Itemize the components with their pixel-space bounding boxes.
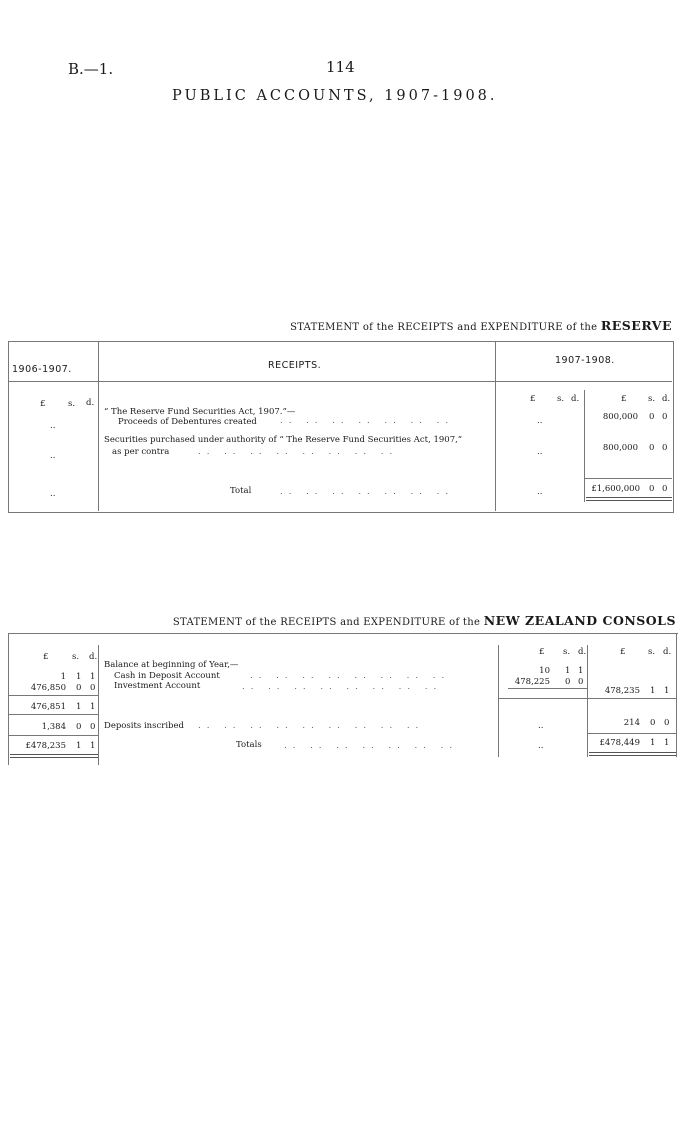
unit-pence: d. bbox=[571, 394, 580, 404]
reserve-row-sublabel: as per contra bbox=[112, 447, 170, 457]
reserve-total-pounds: £1,600,000 bbox=[591, 484, 640, 494]
page-title: PUBLIC ACCOUNTS, 1907-1908. bbox=[172, 88, 498, 104]
consols-heading-text: STATEMENT of the RECEIPTS and EXPENDITURE of the bbox=[172, 617, 481, 628]
reserve-prev-amount: .. bbox=[50, 451, 56, 461]
consols-prev-pence: 1 bbox=[90, 672, 96, 682]
subtotal-rule bbox=[8, 714, 98, 715]
consols-investment-label: Investment Account bbox=[114, 681, 201, 691]
reserve-outer-pounds: 800,000 bbox=[602, 412, 638, 422]
reserve-total-pence: 0 bbox=[662, 484, 668, 494]
reserve-inner-amount: .. bbox=[537, 416, 543, 426]
total-rule bbox=[587, 733, 676, 734]
consols-totals-prev-pence: 1 bbox=[90, 741, 96, 751]
consols-heading-bold: NEW ZEALAND CONSOLS bbox=[483, 613, 676, 628]
reserve-col-prev-year: 1906-1907. bbox=[12, 364, 72, 375]
reserve-outer-shillings: 0 bbox=[649, 412, 655, 422]
unit-shilling: s. bbox=[648, 647, 656, 657]
leader-dots: .. .. .. .. .. .. .. .. bbox=[198, 447, 399, 457]
unit-shilling: s. bbox=[557, 394, 565, 404]
reserve-outer-pence: 0 bbox=[662, 412, 668, 422]
consols-col-divider bbox=[8, 633, 9, 765]
consols-balance-label: Balance at beginning of Year,— bbox=[104, 660, 239, 670]
consols-inner-shillings: 1 bbox=[565, 666, 571, 676]
consols-cash-label: Cash in Deposit Account bbox=[114, 671, 220, 681]
unit-pence: d. bbox=[662, 394, 671, 404]
reserve-prev-amount: .. bbox=[50, 421, 56, 431]
consols-deposits-pence: 0 bbox=[664, 718, 670, 728]
leader-dots: .. .. .. .. .. .. .. .. .. bbox=[198, 721, 425, 731]
leader-dots: .. .. .. .. .. .. .. bbox=[280, 487, 455, 497]
consols-totals-prev-pounds: £478,235 bbox=[25, 741, 66, 751]
consols-col-divider bbox=[676, 633, 677, 757]
consols-prev-shillings: 1 bbox=[76, 672, 82, 682]
consols-col-divider bbox=[98, 645, 99, 765]
leader-dots: .. .. .. .. .. .. .. bbox=[280, 416, 455, 426]
consols-totals-pounds: £478,449 bbox=[599, 738, 640, 748]
total-double-rule bbox=[589, 752, 676, 756]
consols-inner-pounds: 10 bbox=[539, 666, 550, 676]
unit-pence: d. bbox=[89, 652, 98, 662]
unit-pound: £ bbox=[621, 394, 627, 404]
leader-dots: .. .. .. .. .. .. .. .. bbox=[242, 682, 443, 692]
total-rule bbox=[584, 478, 672, 479]
reserve-total-label: Total bbox=[230, 486, 252, 496]
unit-pound: £ bbox=[539, 647, 545, 657]
consols-prev-subtotal-pounds: 476,851 bbox=[30, 702, 66, 712]
reserve-heading-text: STATEMENT of the RECEIPTS and EXPENDITURE of the bbox=[290, 322, 598, 333]
consols-prev-subtotal-pence: 1 bbox=[90, 702, 96, 712]
consols-top-rule bbox=[8, 633, 678, 634]
total-double-rule bbox=[10, 754, 98, 758]
subtotal-rule bbox=[8, 695, 98, 696]
reserve-row-sublabel: Proceeds of Debentures created bbox=[118, 417, 257, 427]
reserve-outer-shillings: 0 bbox=[649, 443, 655, 453]
unit-pound: £ bbox=[43, 652, 49, 662]
reserve-row-label: Securities purchased under authority of “ The Reserve Fund Securities Act, 1907,” bbox=[104, 435, 463, 445]
leader-dots: .. .. .. .. .. .. .. .. bbox=[250, 671, 451, 681]
consols-deposits-prev-shillings: 0 bbox=[76, 722, 82, 732]
unit-pound: £ bbox=[620, 647, 626, 657]
consols-prev-pounds: 476,850 bbox=[30, 683, 66, 693]
reserve-col-divider bbox=[495, 341, 496, 511]
reserve-header-rule bbox=[8, 381, 672, 382]
leader-dots: .. .. .. .. .. .. .. bbox=[284, 741, 459, 751]
total-double-rule bbox=[586, 497, 672, 501]
consols-balance-pence: 1 bbox=[664, 686, 670, 696]
consols-heading bbox=[173, 613, 676, 628]
consols-inner-shillings: 0 bbox=[565, 677, 571, 687]
reserve-heading-bold: RESERVE bbox=[600, 318, 672, 333]
consols-row-rule bbox=[498, 698, 676, 699]
reserve-heading bbox=[290, 318, 672, 333]
unit-pence: d. bbox=[86, 398, 95, 408]
page-number: 114 bbox=[326, 58, 355, 76]
reserve-row-label: “ The Reserve Fund Securities Act, 1907.”— bbox=[104, 407, 296, 417]
consols-totals-label: Totals bbox=[236, 740, 262, 750]
reserve-outer-pounds: 800,000 bbox=[602, 443, 638, 453]
reserve-col-curr-year: 1907-1908. bbox=[555, 355, 615, 366]
reserve-inner-amount: .. bbox=[537, 447, 543, 457]
consols-totals-prev-shillings: 1 bbox=[76, 741, 82, 751]
consols-deposits-pounds: 214 bbox=[623, 718, 640, 728]
consols-col-divider bbox=[498, 645, 499, 757]
consols-deposits-prev-pence: 0 bbox=[90, 722, 96, 732]
consols-deposits-inner: .. bbox=[538, 721, 544, 731]
reserve-col-receipts: RECEIPTS. bbox=[268, 360, 322, 371]
document-reference: B.—1. bbox=[68, 60, 114, 78]
consols-inner-pence: 0 bbox=[578, 677, 584, 687]
reserve-total-inner: .. bbox=[537, 487, 543, 497]
unit-shilling: s. bbox=[72, 652, 80, 662]
consols-inner-pence: 1 bbox=[578, 666, 584, 676]
unit-shilling: s. bbox=[648, 394, 656, 404]
consols-balance-shillings: 1 bbox=[650, 686, 656, 696]
consols-deposits-label: Deposits inscribed bbox=[104, 721, 184, 731]
consols-inner-pounds: 478,225 bbox=[514, 677, 550, 687]
consols-totals-inner: .. bbox=[538, 741, 544, 751]
consols-totals-pence: 1 bbox=[664, 738, 670, 748]
reserve-total-shillings: 0 bbox=[649, 484, 655, 494]
unit-pence: d. bbox=[578, 647, 587, 657]
consols-balance-pounds: 478,235 bbox=[604, 686, 640, 696]
consols-totals-shillings: 1 bbox=[650, 738, 656, 748]
unit-shilling: s. bbox=[563, 647, 571, 657]
reserve-col-divider bbox=[98, 341, 99, 511]
unit-shilling: s. bbox=[68, 399, 76, 409]
consols-deposits-prev-pounds: 1,384 bbox=[41, 722, 66, 732]
reserve-col-divider bbox=[584, 390, 585, 502]
consols-prev-pounds: 1 bbox=[60, 672, 66, 682]
consols-prev-pence: 0 bbox=[90, 683, 96, 693]
reserve-total-prev: .. bbox=[50, 489, 56, 499]
consols-prev-shillings: 0 bbox=[76, 683, 82, 693]
unit-pence: d. bbox=[663, 647, 672, 657]
consols-deposits-shillings: 0 bbox=[650, 718, 656, 728]
subtotal-rule bbox=[508, 688, 587, 689]
total-rule bbox=[8, 735, 98, 736]
consols-prev-subtotal-shillings: 1 bbox=[76, 702, 82, 712]
unit-pound: £ bbox=[40, 399, 46, 409]
reserve-outer-pence: 0 bbox=[662, 443, 668, 453]
unit-pound: £ bbox=[530, 394, 536, 404]
